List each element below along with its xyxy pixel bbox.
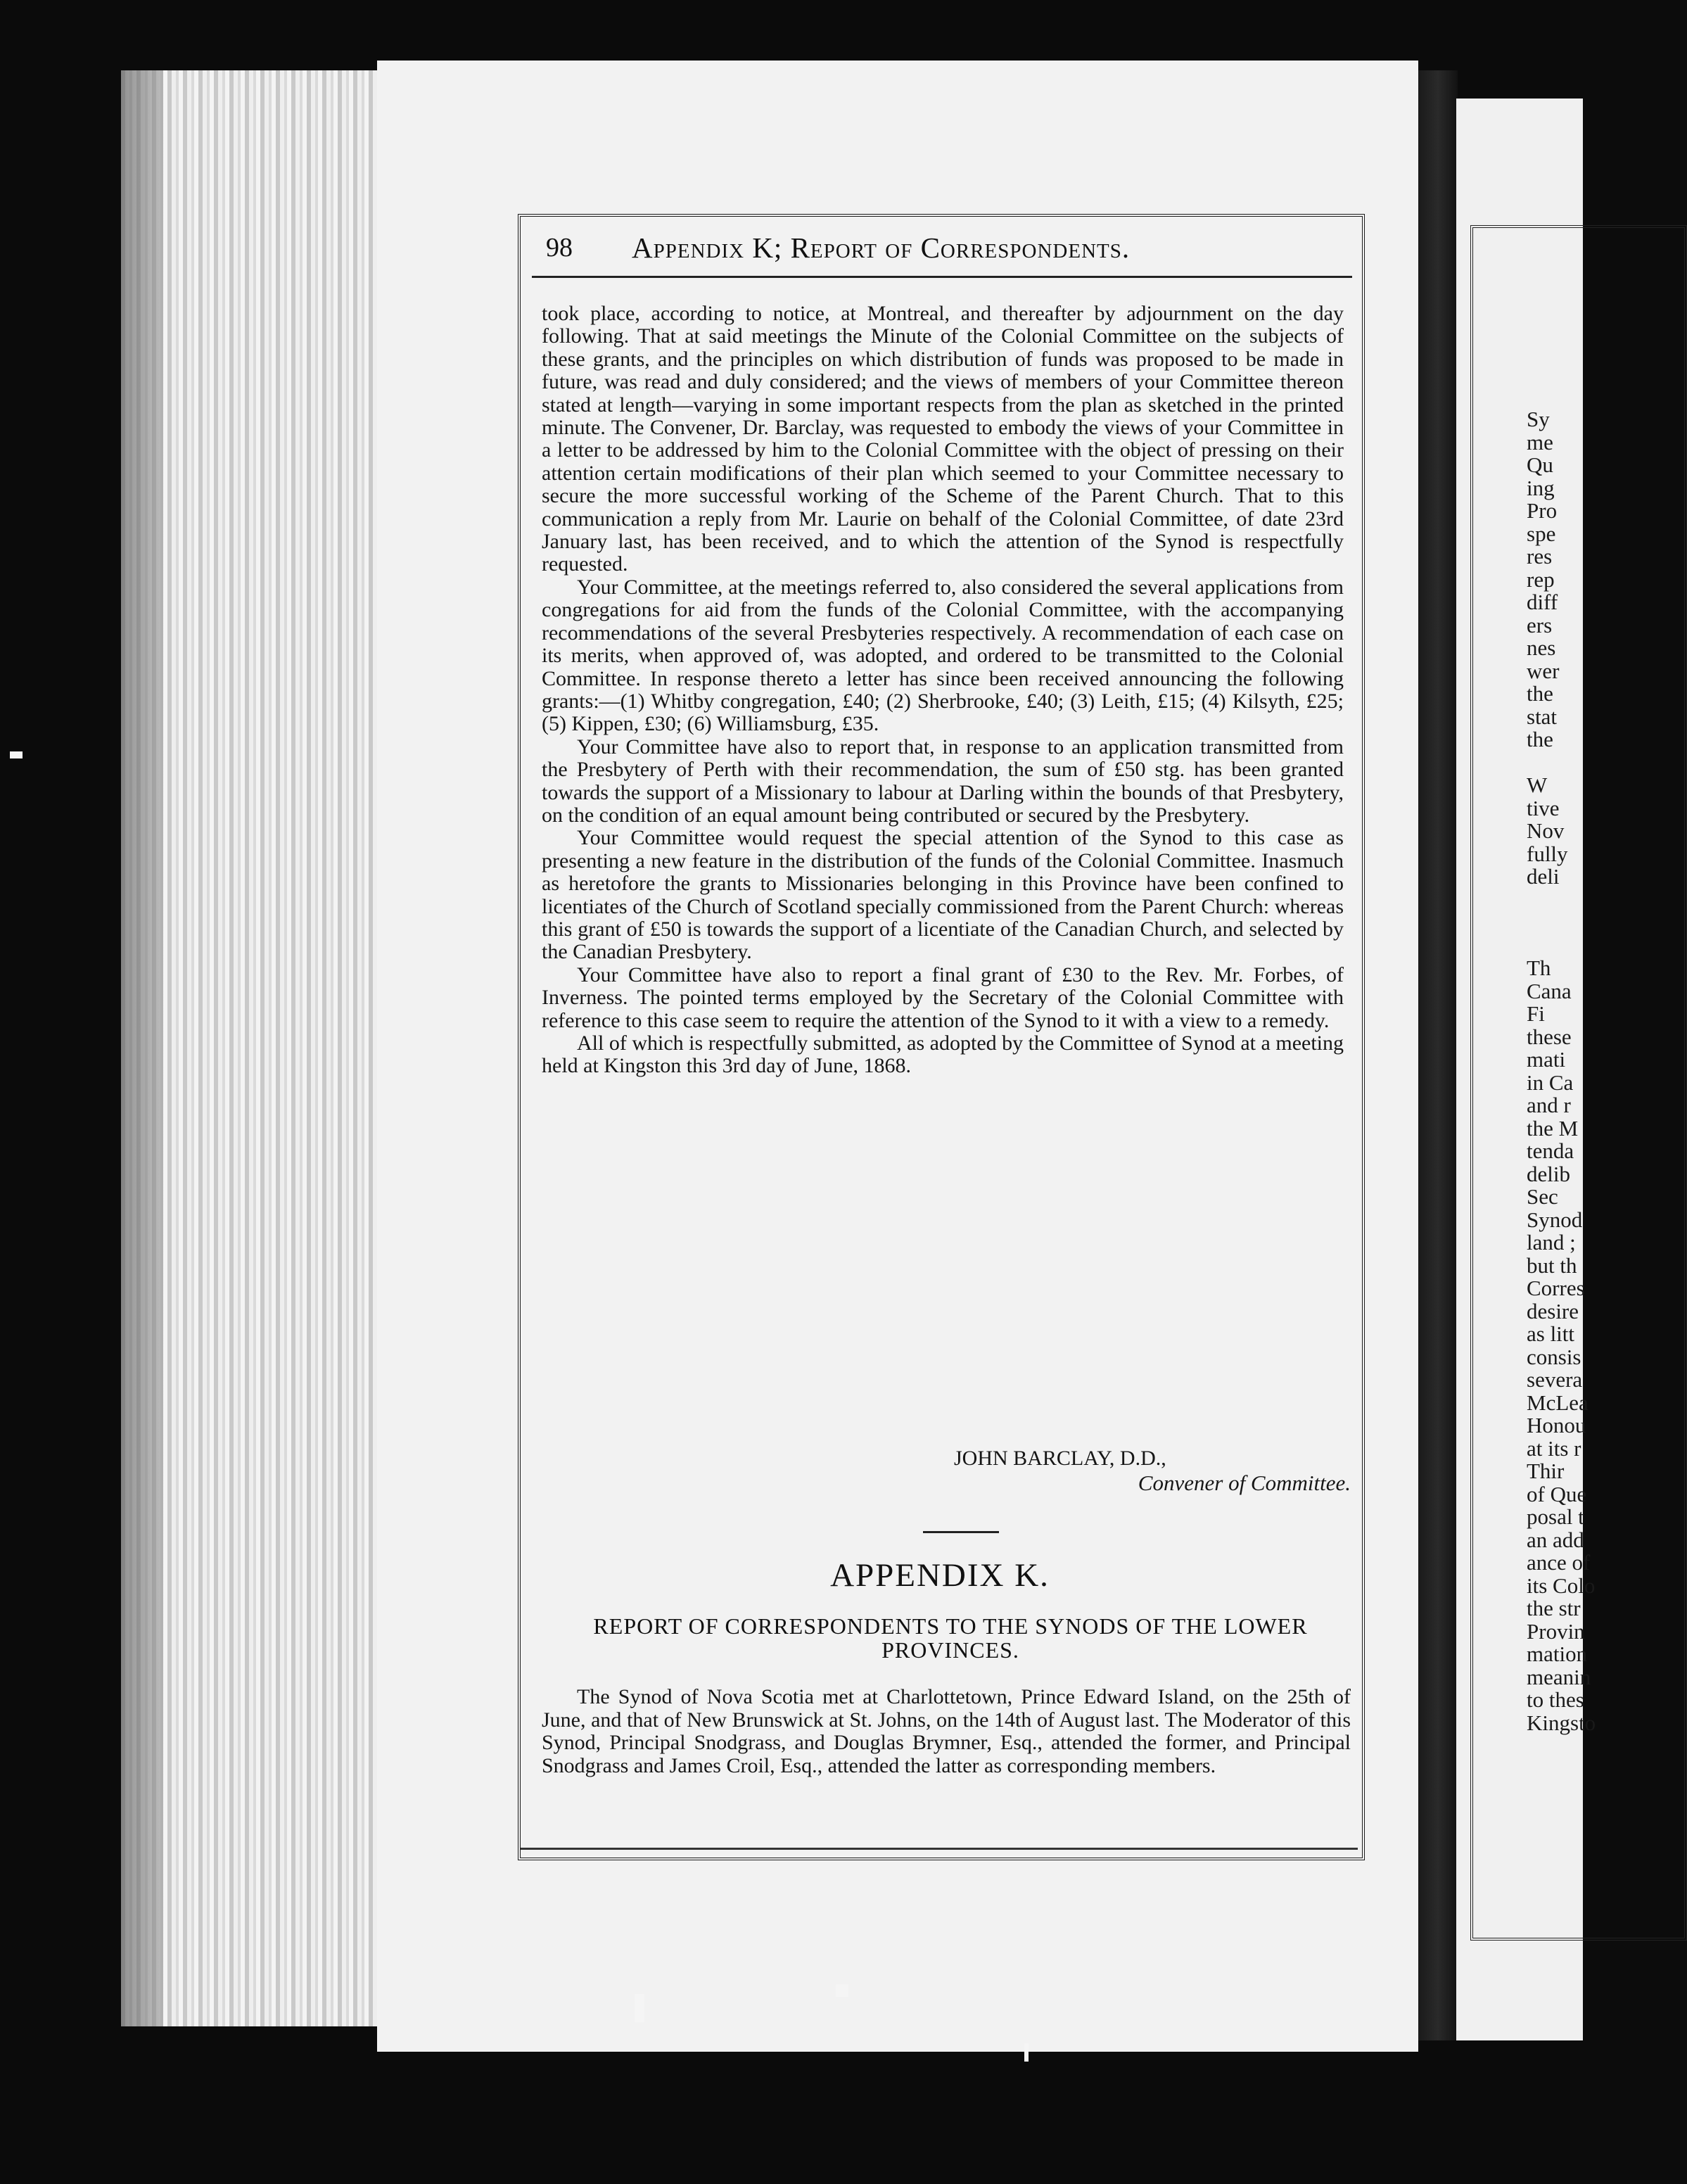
stack-shadow — [121, 70, 163, 2026]
report-body — [542, 303, 1344, 1078]
page-header — [518, 228, 1366, 267]
facing-page — [1456, 99, 1596, 2040]
signature-name: JOHN BARCLAY, D.D., — [954, 1447, 1166, 1470]
paragraph-special-attention: Your Committee would request the special attention of the Synod to this case as presenting a new feature in the distribution of the funds of the Colonial Committee. Inasmuch as heretofore the grants to Missionaries belonging in this Province have been confined to licentiates of the Church of Scotland specially commissioned from the Parent Church: whereas this grant of £50 is towards the support of a licentiate of the Canadian Church, and selected by the Canadian Presbytery. — [542, 826, 1344, 964]
scan-speck — [635, 1994, 644, 2022]
facing-page-text: Sy me Qu ing Pro spe res rep diff ers nes wer the stat the W tive Nov fully deli Th Cana Fi these mati in Ca and r the M tenda delib Sec Synod land ; but th Corres desire as litt consis severa McLea Honou at its r Thir of Que posal t an add ance of its Colo the str Provin mation meanin to thes Kingsto — [1527, 407, 1596, 1735]
paragraph-submission: All of which is respectfully submitted, as adopted by the Committee of Synod at a meeting held at Kingston this 3rd day of June, 1868. — [542, 1031, 1344, 1078]
appendix-paragraph: The Synod of Nova Scotia met at Charlottetown, Prince Edward Island, on the 25th of June, and that of New Brunswick at St. Johns, on the 14th of August last. The Moderator of this Synod, Principal Snodgrass, and Douglas Brymner, Esq., attended the former, and Principal Snodgrass and James Croil, Esq., attended the latter as corresponding members. — [542, 1685, 1351, 1777]
section-divider — [923, 1531, 999, 1533]
appendix-heading: APPENDIX K. — [830, 1557, 1050, 1594]
paragraph-applications: Your Committee, at the meetings referred to, also considered the several applications from congregations for aid from the funds of the Colonial Committee, with the accompanying recommendations of the several Presbyteries respectively. A recommendation of each case on its merits, when approved of, was adopted, and ordered to be transmitted to the Colonial Committee. In response thereto a letter has since been received announcing the following grants:—(1) Whitby congregation, £40; (2) Sherbrooke, £40; (3) Leith, £15; (4) Kilsyth, £25; (5) Kippen, £30; (6) Williamsburg, £35. — [542, 575, 1344, 736]
paragraph-perth-grant: Your Committee have also to report that, in response to an application transmitted from the Presbytery of Perth with their recommendation, the sum of £50 stg. has been granted towards the support of a Missionary to labour at Darling within the bounds of that Presbytery, on the condition of an equal amount being contributed or secured by the Presbytery. — [542, 735, 1344, 827]
header-rule — [532, 276, 1352, 278]
page-number: 98 — [546, 233, 573, 262]
paragraph-continuation: took place, according to notice, at Montreal, and thereafter by adjournment on the day following. That at said meetings the Minute of the Colonial Committee on the subjects of these grants, and the principles on which distribution of funds was proposed to be made in future, was read and duly considered; and the views of members of your Committee thereon stated at length—varying in some important respects from the plan as sketched in the printed minute. The Convener, Dr. Barclay, was requested to embody the views of your Committee in a letter to be addressed by him to the Colonial Committee with the object of pressing on their attention certain modifications of their plan which seemed to your Committee necessary to secure the more successful working of the Scheme of the Parent Church. That to this communication a reply from Mr. Laurie on behalf of the Colonial Committee, of date 23rd January last, has been received, and to which the attention of the Synod is respectfully requested. — [542, 302, 1344, 576]
paragraph-final-grant: Your Committee have also to report a final grant of £30 to the Rev. Mr. Forbes, of Inverness. The pointed terms employed by the Secretary of the Colonial Committee with reference to this case seem to require the attention of the Synod to it with a view to a remedy. — [542, 963, 1344, 1032]
running-head: Appendix K; Report of Correspondents. — [632, 231, 1131, 264]
report-subheading: REPORT OF CORRESPONDENTS TO THE SYNODS OF THE LOWER PROVINCES. — [593, 1613, 1308, 1663]
book-gutter — [1418, 70, 1458, 2040]
signature-title: Convener of Committee. — [1138, 1471, 1351, 1495]
appendix-body — [542, 1686, 1351, 1777]
scan-speck — [1024, 2043, 1029, 2062]
scan-speck — [836, 1984, 848, 1997]
bottom-rule — [521, 1848, 1358, 1850]
page-stack-edges — [121, 70, 381, 2026]
scan-speck — [10, 751, 23, 758]
